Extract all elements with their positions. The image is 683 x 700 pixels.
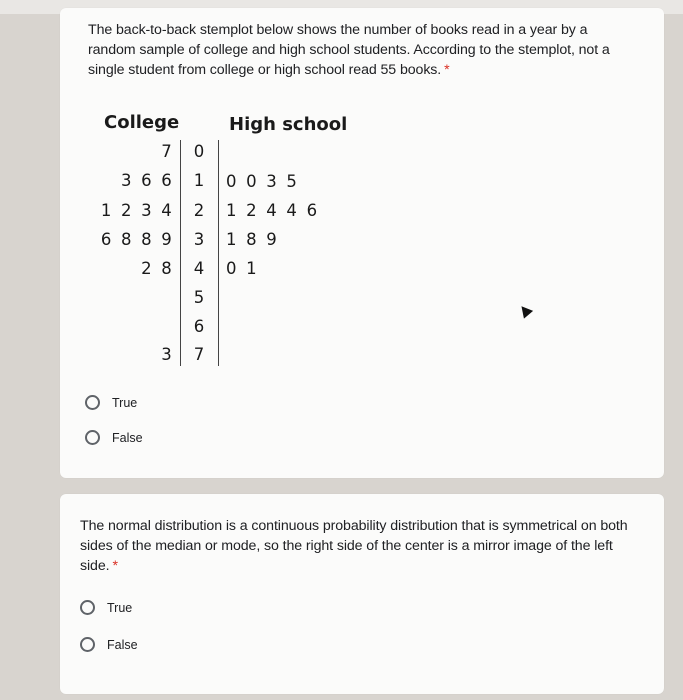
stemplot-stem: 7: [193, 345, 205, 364]
stemplot-stem: 0: [193, 142, 205, 161]
option-true[interactable]: [80, 600, 132, 615]
stemplot-leaf-right: 0 0 3 5: [226, 172, 300, 191]
stemplot-stem: 1: [193, 171, 205, 190]
stemplot-leaf-left: 3: [161, 345, 174, 364]
stemplot-leaf-left: 7: [161, 142, 174, 161]
radio-button[interactable]: [85, 430, 100, 445]
stemplot-stem: 5: [193, 288, 205, 307]
option-false[interactable]: [85, 430, 143, 445]
stemplot-college-header: College: [104, 112, 180, 133]
option-label: False: [107, 637, 138, 652]
radio-button[interactable]: [85, 395, 100, 410]
stemplot-leaf-right: 1 8 9: [226, 230, 279, 249]
stemplot-leaf-left: 3 6 6: [121, 171, 174, 190]
stemplot-leaf-right: 0 1: [226, 259, 259, 278]
radio-button[interactable]: [80, 637, 95, 652]
option-label: True: [112, 395, 138, 410]
stemplot-leaf-left: 1 2 3 4: [100, 201, 174, 220]
option-false[interactable]: [80, 637, 138, 652]
required-marker: *: [444, 62, 450, 78]
question-card-2: [60, 494, 664, 694]
stemplot-stem: 4: [193, 259, 205, 278]
question-2-text: The normal distribution is a continuous probability distribution that is symmetrical on both sides of the median or mode, so the right side of the center is a mirror image of the left side. *: [80, 518, 628, 574]
stemplot-leaf-left: 6 8 8 9: [100, 230, 174, 249]
option-true[interactable]: [85, 395, 137, 410]
option-label: False: [112, 430, 143, 445]
stemplot-leaf-left: 2 8: [141, 259, 174, 278]
stemplot-high-school-header: High school: [229, 114, 348, 135]
option-label: True: [107, 600, 133, 615]
stemplot-stem: 2: [193, 201, 205, 220]
question-card-1: [60, 8, 664, 478]
stemplot: [60, 8, 664, 478]
required-marker: *: [112, 558, 118, 574]
radio-button[interactable]: [80, 600, 95, 615]
stemplot-right-divider: [218, 140, 219, 366]
stemplot-leaf-right: 1 2 4 4 6: [226, 201, 320, 220]
stemplot-stem: 6: [193, 317, 205, 336]
stemplot-stem: 3: [193, 230, 205, 249]
question-1-text: The back-to-back stemplot below shows the number of books read in a year by a random sample of college and high school students. According to the stemplot, not a single student from college or high school read 55 books. *: [88, 22, 610, 78]
stemplot-left-divider: [180, 140, 181, 366]
